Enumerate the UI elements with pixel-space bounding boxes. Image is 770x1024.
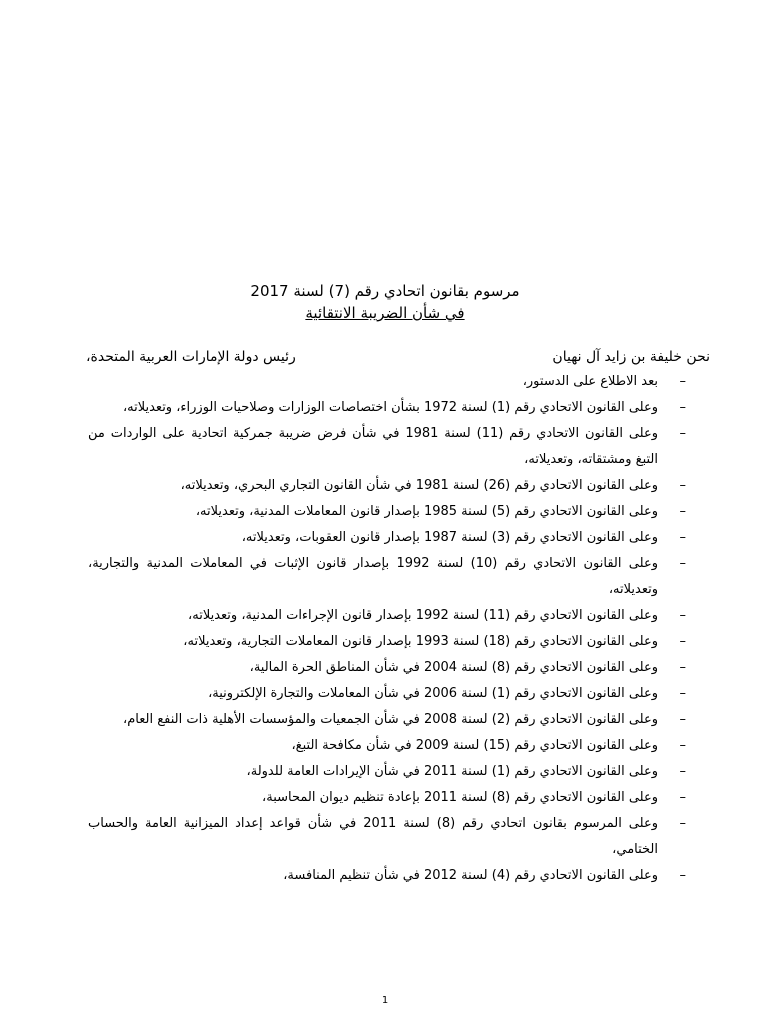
bullet-dash: – (679, 738, 686, 753)
bullet-dash: – (679, 764, 686, 779)
recitals-list (88, 369, 686, 889)
recital-item (88, 395, 686, 421)
bullet-dash: – (679, 868, 686, 883)
bullet-dash: – (679, 790, 686, 805)
recital-item (88, 733, 686, 759)
recital-text: وعلى القانون الاتحادي رقم (26) لسنة 1981 في شأن القانون التجاري البحري، وتعديلاته، (180, 478, 658, 493)
recital-text: وعلى القانون الاتحادي رقم (4) لسنة 2012 في شأن تنظيم المنافسة، (283, 868, 658, 883)
recital-item (88, 863, 686, 889)
recital-item (88, 707, 686, 733)
page-number: 1 (381, 995, 389, 1006)
recital-item (88, 811, 686, 863)
recital-item (88, 499, 686, 525)
recital-item (88, 369, 686, 395)
recital-item (88, 551, 686, 603)
recital-text: وعلى القانون الاتحادي رقم (18) لسنة 1993 بإصدار قانون المعاملات التجارية، وتعديلاته، (183, 634, 658, 649)
recital-text: وعلى القانون الاتحادي رقم (10) لسنة 1992 بإصدار قانون الإثبات في المعاملات المدنية والتجارية، وتعديلاته، (88, 556, 658, 597)
recital-text: وعلى القانون الاتحادي رقم (1) لسنة 2011 في شأن الإيرادات العامة للدولة، (246, 764, 658, 779)
recital-item (88, 473, 686, 499)
recital-text: وعلى القانون الاتحادي رقم (8) لسنة 2004 في شأن المناطق الحرة المالية، (249, 660, 658, 675)
recital-text: وعلى القانون الاتحادي رقم (11) لسنة 1992 بإصدار قانون الإجراءات المدنية، وتعديلاته، (188, 608, 658, 623)
recital-item (88, 655, 686, 681)
decree-subtitle: في شأن الضريبة الانتقائية (305, 304, 465, 322)
recital-item (88, 759, 686, 785)
bullet-dash: – (679, 478, 686, 493)
recital-item (88, 603, 686, 629)
recital-text: وعلى القانون الاتحادي رقم (3) لسنة 1987 بإصدار قانون العقوبات، وتعديلاته، (241, 530, 658, 545)
preamble-office: رئيس دولة الإمارات العربية المتحدة، (86, 349, 296, 365)
recital-text: وعلى القانون الاتحادي رقم (8) لسنة 2011 بإعادة تنظيم ديوان المحاسبة، (262, 790, 658, 805)
bullet-dash: – (679, 608, 686, 623)
bullet-dash: – (679, 712, 686, 727)
recital-text: وعلى القانون الاتحادي رقم (15) لسنة 2009 في شأن مكافحة التبغ، (291, 738, 658, 753)
recital-text: وعلى القانون الاتحادي رقم (11) لسنة 1981 في شأن فرض ضريبة جمركية اتحادية على الواردات من التبغ ومشتقاته، وتعديلاته، (88, 426, 659, 467)
recital-text: وعلى القانون الاتحادي رقم (1) لسنة 1972 بشأن اختصاصات الوزارات وصلاحيات الوزراء، وتعديلاته، (122, 400, 658, 415)
recital-item (88, 785, 686, 811)
bullet-dash: – (679, 504, 686, 519)
bullet-dash: – (679, 556, 686, 571)
bullet-dash: – (679, 400, 686, 415)
title-block (0, 280, 770, 324)
bullet-dash: – (679, 426, 686, 441)
preamble-name: نحن خليفة بن زايد آل نهيان (552, 349, 710, 365)
bullet-dash: – (679, 686, 686, 701)
recital-item (88, 525, 686, 551)
recital-text: وعلى القانون الاتحادي رقم (5) لسنة 1985 بإصدار قانون المعاملات المدنية، وتعديلاته، (195, 504, 658, 519)
decree-title: مرسوم بقانون اتحادي رقم (7) لسنة 2017 (250, 282, 520, 300)
bullet-dash: – (679, 634, 686, 649)
recital-item (88, 629, 686, 655)
recital-item (88, 421, 686, 473)
bullet-dash: – (679, 374, 686, 389)
recital-text: وعلى المرسوم بقانون اتحادي رقم (8) لسنة 2011 في شأن قواعد إعداد الميزانية العامة والحساب الختامي، (88, 816, 658, 857)
bullet-dash: – (679, 660, 686, 675)
bullet-dash: – (679, 816, 686, 831)
bullet-dash: – (679, 530, 686, 545)
recital-text: وعلى القانون الاتحادي رقم (2) لسنة 2008 في شأن الجمعيات والمؤسسات الأهلية ذات النفع العام، (123, 712, 658, 727)
preamble (86, 346, 710, 368)
recital-text: بعد الاطلاع على الدستور، (522, 374, 658, 389)
recital-text: وعلى القانون الاتحادي رقم (1) لسنة 2006 في شأن المعاملات والتجارة الإلكترونية، (208, 686, 658, 701)
recital-item (88, 681, 686, 707)
